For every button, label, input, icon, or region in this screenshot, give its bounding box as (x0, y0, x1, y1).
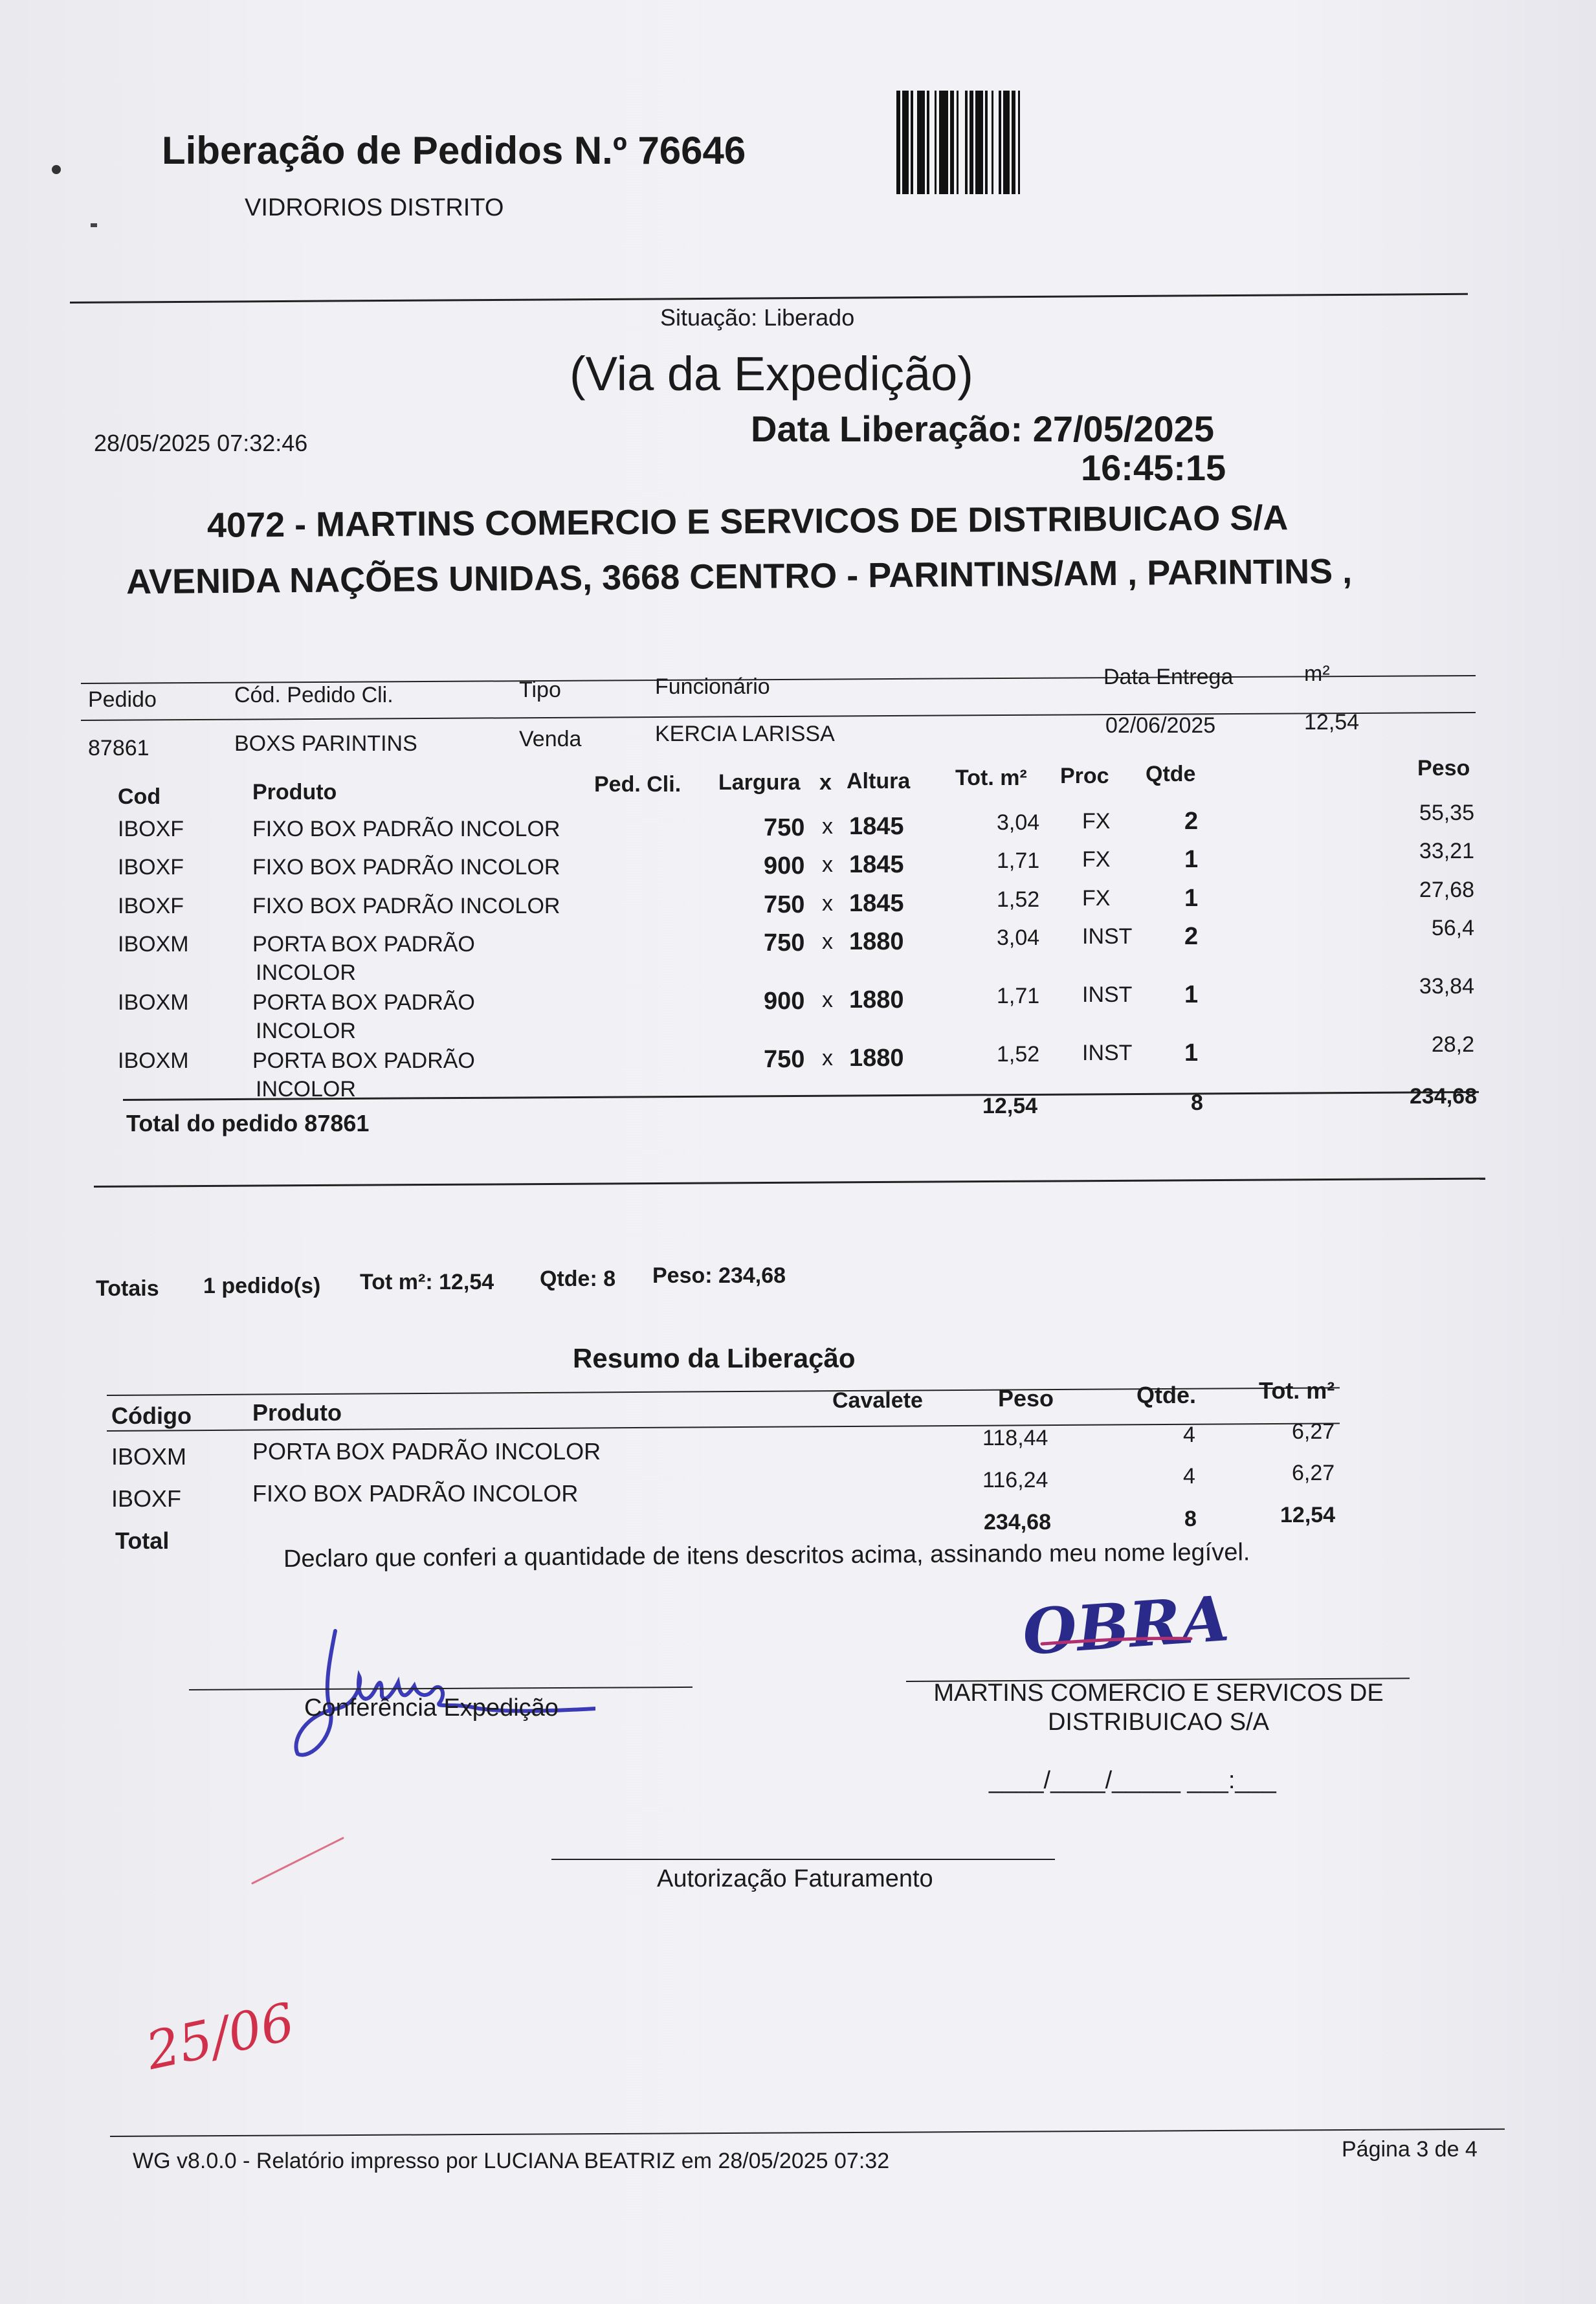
summary-total-peso: 234,68 (984, 1510, 1051, 1534)
client-address: AVENIDA NAÇÕES UNIDAS, 3668 CENTRO - PARINTINS/AM , PARINTINS , (126, 551, 1353, 602)
item-peso: 33,21 (1419, 839, 1474, 863)
item-tot-m2: 1,71 (997, 848, 1040, 873)
item-largura: 750 (764, 814, 805, 841)
item-largura: 900 (764, 988, 805, 1015)
autorizacao-signature-line (551, 1859, 1055, 1860)
item-proc: FX (1082, 886, 1111, 911)
item-largura: 750 (764, 929, 805, 957)
item-altura: 1845 (849, 813, 904, 840)
barcode-bar (902, 91, 909, 194)
item-cod: IBOXM (118, 1048, 189, 1073)
item-x: x (822, 814, 833, 839)
barcode-bar (939, 91, 948, 194)
item-produto: FIXO BOX PADRÃO INCOLOR (252, 855, 560, 880)
order-cod-cli: BOXS PARINTINS (234, 731, 417, 756)
barcode-bar (959, 91, 965, 194)
totals-m2: Tot m²: 12,54 (360, 1270, 494, 1294)
item-altura: 1880 (849, 1045, 904, 1072)
item-cod: IBOXM (118, 990, 189, 1015)
item-produto: PORTA BOX PADRÃO (252, 932, 475, 957)
scan-mark (91, 223, 97, 227)
item-tot-m2: 3,04 (997, 925, 1040, 950)
items-col-proc: Proc (1060, 764, 1109, 788)
item-peso: 55,35 (1419, 801, 1474, 825)
item-proc: INST (1082, 982, 1133, 1007)
item-altura: 1880 (849, 986, 904, 1014)
col-data-entrega: Data Entrega (1103, 665, 1234, 689)
summary-col-peso: Peso (998, 1385, 1054, 1412)
handwritten-date: 25/06 (140, 1991, 300, 2081)
company-short-name: VIDRORIOS DISTRITO (245, 194, 504, 221)
items-col-altura: Altura (847, 769, 911, 793)
stamp-underline (1036, 1624, 1230, 1663)
conferencia-label: Conferência Expedição (304, 1694, 559, 1722)
item-tot-m2: 1,52 (997, 1042, 1040, 1067)
order-total-qtde: 8 (1191, 1091, 1203, 1115)
barcode-bar (1020, 91, 1025, 194)
item-altura: 1845 (849, 851, 904, 878)
summary-produto: FIXO BOX PADRÃO INCOLOR (252, 1480, 579, 1507)
printed-timestamp: 28/05/2025 07:32:46 (94, 430, 308, 456)
item-produto-line2: INCOLOR (256, 960, 356, 985)
col-funcionario: Funcionário (655, 674, 770, 699)
item-peso: 28,2 (1431, 1032, 1474, 1057)
summary-qtde: 4 (1183, 1423, 1195, 1447)
item-produto-line2: INCOLOR (256, 1077, 356, 1102)
col-cod-pedido-cli: Cód. Pedido Cli. (234, 683, 393, 707)
items-col-cod: Cod (118, 784, 161, 809)
barcode-bar (929, 91, 935, 194)
order-tipo: Venda (519, 727, 582, 751)
item-produto-line2: INCOLOR (256, 1019, 356, 1043)
summary-tot: 6,27 (1292, 1461, 1335, 1485)
summary-col-codigo: Código (111, 1402, 192, 1429)
item-qtde: 2 (1184, 808, 1199, 835)
item-cod: IBOXF (118, 894, 184, 918)
order-section-end-line (94, 1178, 1485, 1188)
summary-tot: 6,27 (1292, 1419, 1335, 1444)
barcode (896, 91, 1142, 194)
item-cod: IBOXF (118, 855, 184, 880)
barcode-bar (1003, 91, 1010, 194)
item-qtde: 2 (1184, 923, 1199, 950)
item-tot-m2: 1,52 (997, 887, 1040, 912)
item-altura: 1880 (849, 928, 904, 955)
summary-produto: PORTA BOX PADRÃO INCOLOR (252, 1438, 601, 1465)
order-total-m2: 12,54 (982, 1094, 1038, 1118)
item-produto: FIXO BOX PADRÃO INCOLOR (252, 817, 560, 841)
order-total-label: Total do pedido 87861 (126, 1110, 370, 1136)
totals-pedidos: 1 pedido(s) (203, 1274, 321, 1298)
item-proc: INST (1082, 924, 1133, 949)
release-time: 16:45:15 (1081, 447, 1226, 488)
item-proc: FX (1082, 809, 1111, 834)
order-total-peso: 234,68 (1410, 1084, 1477, 1109)
summary-col-tot-m2: Tot. m² (1259, 1377, 1335, 1404)
items-col-peso: Peso (1417, 756, 1470, 781)
signature-company-line2: DISTRIBUICAO S/A (1047, 1709, 1270, 1736)
col-m2: m² (1304, 661, 1330, 686)
items-col-x: x (819, 770, 832, 795)
order-m2: 12,54 (1304, 710, 1360, 735)
barcode-bar (917, 91, 925, 194)
order-funcionario: KERCIA LARISSA (655, 722, 835, 746)
totals-label: Totais (96, 1276, 159, 1301)
summary-qtde: 4 (1183, 1464, 1195, 1489)
summary-peso: 118,44 (982, 1426, 1048, 1450)
via-title: (Via da Expedição) (570, 347, 973, 401)
item-x: x (822, 929, 833, 954)
item-x: x (822, 1046, 833, 1070)
autorizacao-label: Autorização Faturamento (657, 1865, 933, 1892)
item-qtde: 1 (1184, 846, 1199, 873)
items-col-qtde: Qtde (1146, 762, 1196, 786)
item-largura: 900 (764, 852, 805, 880)
order-data-entrega: 02/06/2025 (1105, 713, 1216, 738)
item-produto: PORTA BOX PADRÃO (252, 990, 475, 1015)
scan-mark (52, 165, 61, 174)
barcode-bar (975, 91, 983, 194)
items-col-largura: Largura (718, 770, 801, 795)
item-largura: 750 (764, 1046, 805, 1073)
item-proc: FX (1082, 847, 1111, 872)
item-produto: FIXO BOX PADRÃO INCOLOR (252, 894, 560, 918)
col-tipo: Tipo (519, 678, 561, 702)
item-cod: IBOXF (118, 817, 184, 841)
declaration-text: Declaro que conferi a quantidade de itens descritos acima, assinando meu nome legível. (283, 1538, 1250, 1573)
col-pedido: Pedido (88, 687, 157, 712)
summary-total-tot: 12,54 (1280, 1503, 1336, 1527)
summary-col-produto: Produto (252, 1399, 342, 1426)
summary-peso: 116,24 (982, 1468, 1048, 1492)
item-peso: 27,68 (1419, 878, 1474, 902)
item-qtde: 1 (1184, 885, 1199, 912)
items-col-produto: Produto (252, 780, 337, 804)
order-pedido: 87861 (88, 736, 150, 760)
footer-line (110, 2129, 1505, 2137)
summary-col-qtde: Qtde. (1136, 1382, 1197, 1408)
totals-peso: Peso: 234,68 (652, 1263, 786, 1288)
release-date: Data Liberação: 27/05/2025 (751, 408, 1214, 449)
item-produto: PORTA BOX PADRÃO (252, 1048, 475, 1073)
summary-total-qtde: 8 (1184, 1507, 1197, 1531)
document-title: Liberação de Pedidos N.º 76646 (162, 129, 746, 172)
client-name: 4072 - MARTINS COMERCIO E SERVICOS DE DISTRIBUICAO S/A (206, 498, 1289, 545)
order-header-bottom-line (81, 712, 1476, 721)
barcode-bar (993, 91, 999, 194)
summary-col-cavalete: Cavalete (832, 1388, 923, 1413)
summary-total-label: Total (115, 1527, 170, 1554)
item-qtde: 1 (1184, 1039, 1199, 1067)
item-qtde: 1 (1184, 981, 1199, 1008)
summary-title: Resumo da Liberação (573, 1343, 856, 1373)
item-tot-m2: 1,71 (997, 984, 1040, 1008)
header-divider (70, 293, 1468, 304)
signature-date-blank: ____/____/_____ ___:___ (989, 1767, 1276, 1794)
totals-qtde: Qtde: 8 (540, 1267, 616, 1291)
summary-codigo: IBOXF (111, 1485, 182, 1512)
footer-page-number: Página 3 de 4 (1342, 2137, 1478, 2162)
item-largura: 750 (764, 891, 805, 918)
item-peso: 33,84 (1419, 974, 1474, 999)
items-col-tot-m2: Tot. m² (955, 766, 1027, 790)
item-altura: 1845 (849, 890, 904, 917)
item-cod: IBOXM (118, 932, 189, 957)
summary-codigo: IBOXM (111, 1443, 187, 1470)
stamp-text: OBRA (1020, 1582, 1232, 1669)
footer-printed-by: WG v8.0.0 - Relatório impresso por LUCIANA BEATRIZ em 28/05/2025 07:32 (133, 2149, 890, 2173)
items-col-ped-cli: Ped. Cli. (594, 772, 682, 797)
item-x: x (822, 891, 833, 916)
item-x: x (822, 988, 833, 1012)
signature-company-line1: MARTINS COMERCIO E SERVICOS DE (933, 1679, 1384, 1707)
status-text: Situação: Liberado (660, 304, 855, 331)
item-x: x (822, 852, 833, 877)
item-tot-m2: 3,04 (997, 810, 1040, 835)
pen-mark (246, 1832, 349, 1890)
item-peso: 56,4 (1431, 916, 1474, 940)
item-proc: INST (1082, 1041, 1133, 1065)
